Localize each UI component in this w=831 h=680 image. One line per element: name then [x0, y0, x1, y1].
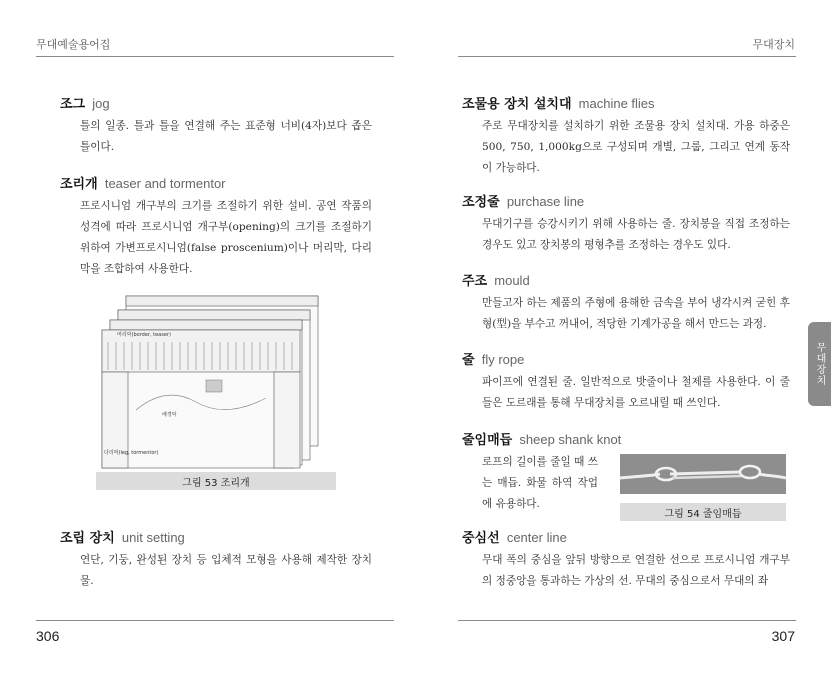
- term-english: teaser and tormentor: [104, 176, 226, 191]
- footer-rule-left: [36, 620, 394, 621]
- entry-mould: [462, 272, 790, 335]
- entry-definition: 프로시니엄 개구부의 크기를 조절하기 위한 설비. 공연 작품의 성격에 따라 프로시니엄 개구부(opening)의 크기를 조절하기 위하여 가변프로시니엄(false proscenium)이나 머리막, 다리막을 조합하여 사용한다.: [80, 200, 372, 275]
- entry-definition: 주로 무대장치를 설치하기 위한 조물용 장치 설치대. 가용 하중은 500, 750, 1,000kg으로 구성되며 개별, 그룹, 그리고 연계 동작이 가능하다.: [482, 120, 790, 174]
- running-header-right: 무대장치: [752, 38, 795, 51]
- teaser-tormentor-illustration: [96, 290, 336, 470]
- figure-53-caption: 그림 53 조리개: [96, 472, 336, 490]
- entry-term: [60, 95, 372, 114]
- page-number-right: 307: [771, 628, 795, 644]
- entry-definition: 로프의 길이를 줄일 때 쓰는 매듭. 화물 하역 작업에 유용하다.: [482, 456, 598, 510]
- entry-term: [462, 272, 790, 291]
- entry-definition: 무대기구를 승강시키기 위해 사용하는 줄. 장치봉을 직접 조정하는 경우도 있고 장치봉의 평형추를 조정하는 경우도 있다.: [482, 218, 790, 251]
- entry-teaser-tormentor: [60, 175, 372, 280]
- entry-purchase-line: [462, 193, 790, 256]
- entry-fly-rope: [462, 351, 790, 414]
- header-rule-left: [36, 56, 394, 57]
- term-korean: 조그: [60, 97, 86, 112]
- term-korean: 조립 장치: [60, 531, 115, 546]
- term-korean: 줄임매듭: [462, 433, 513, 448]
- footer-rule-right: [458, 620, 796, 621]
- term-english: purchase line: [506, 194, 585, 209]
- entry-definition: 무대 폭의 중심을 앞뒤 방향으로 연결한 선으로 프로시니엄 개구부의 정중앙을 통과하는 가상의 선. 무대의 중심으로서 무대의 좌: [482, 554, 790, 587]
- term-english: center line: [506, 530, 567, 545]
- entry-term: [462, 95, 790, 114]
- figure-54-caption: 그림 54 줄임매듭: [620, 503, 786, 521]
- term-english: machine flies: [578, 96, 655, 111]
- label-leg: 다리막(leg, tormentor): [104, 450, 159, 456]
- term-korean: 중심선: [462, 531, 500, 546]
- header-rule-right: [458, 56, 796, 57]
- entry-definition: 틀의 일종. 틀과 틀을 연결해 주는 표준형 너비(4자)보다 좁은 틀이다.: [80, 120, 372, 153]
- term-english: mould: [494, 273, 530, 288]
- page-number-left: 306: [36, 628, 60, 644]
- term-korean: 줄: [462, 353, 475, 368]
- running-header-left: 무대예술용어집: [36, 38, 111, 51]
- entry-machine-flies: [462, 95, 790, 179]
- entry-term: [462, 193, 790, 212]
- term-english: sheep shank knot: [519, 432, 622, 447]
- term-korean: 조리개: [60, 177, 98, 192]
- entry-term: [462, 351, 790, 370]
- entry-definition: 만들고자 하는 제품의 주형에 용해한 금속을 부어 냉각시켜 굳힌 후 형(型)을 부수고 꺼내어, 적당한 기계가공을 해서 만드는 과정.: [482, 297, 790, 330]
- section-side-tab[interactable]: 무대장치: [808, 322, 831, 406]
- term-korean: 조정줄: [462, 195, 500, 210]
- label-backdrop: 배경막: [162, 412, 177, 418]
- entry-definition: 연단, 기둥, 완성된 장치 등 입체적 모형을 사용해 제작한 장치물.: [80, 554, 372, 587]
- entry-jog: [60, 95, 372, 158]
- term-english: unit setting: [121, 530, 185, 545]
- entry-term: [462, 431, 790, 450]
- term-korean: 조물용 장치 설치대: [462, 97, 572, 112]
- term-korean: 주조: [462, 274, 488, 289]
- term-english: jog: [92, 96, 110, 111]
- entry-term: [462, 529, 790, 548]
- sheep-shank-knot-photo: [620, 454, 786, 494]
- label-border: 머리막(border, teaser): [117, 332, 171, 338]
- entry-center-line: [462, 529, 790, 592]
- term-english: fly rope: [481, 352, 525, 367]
- entry-term: [60, 175, 372, 194]
- entry-term: [60, 529, 372, 548]
- entry-unit-setting: [60, 529, 372, 592]
- entry-definition: 파이프에 연결된 줄. 일반적으로 밧줄이나 철제를 사용한다. 이 줄들은 도르래를 통해 무대장치를 오르내릴 때 쓰인다.: [482, 376, 790, 409]
